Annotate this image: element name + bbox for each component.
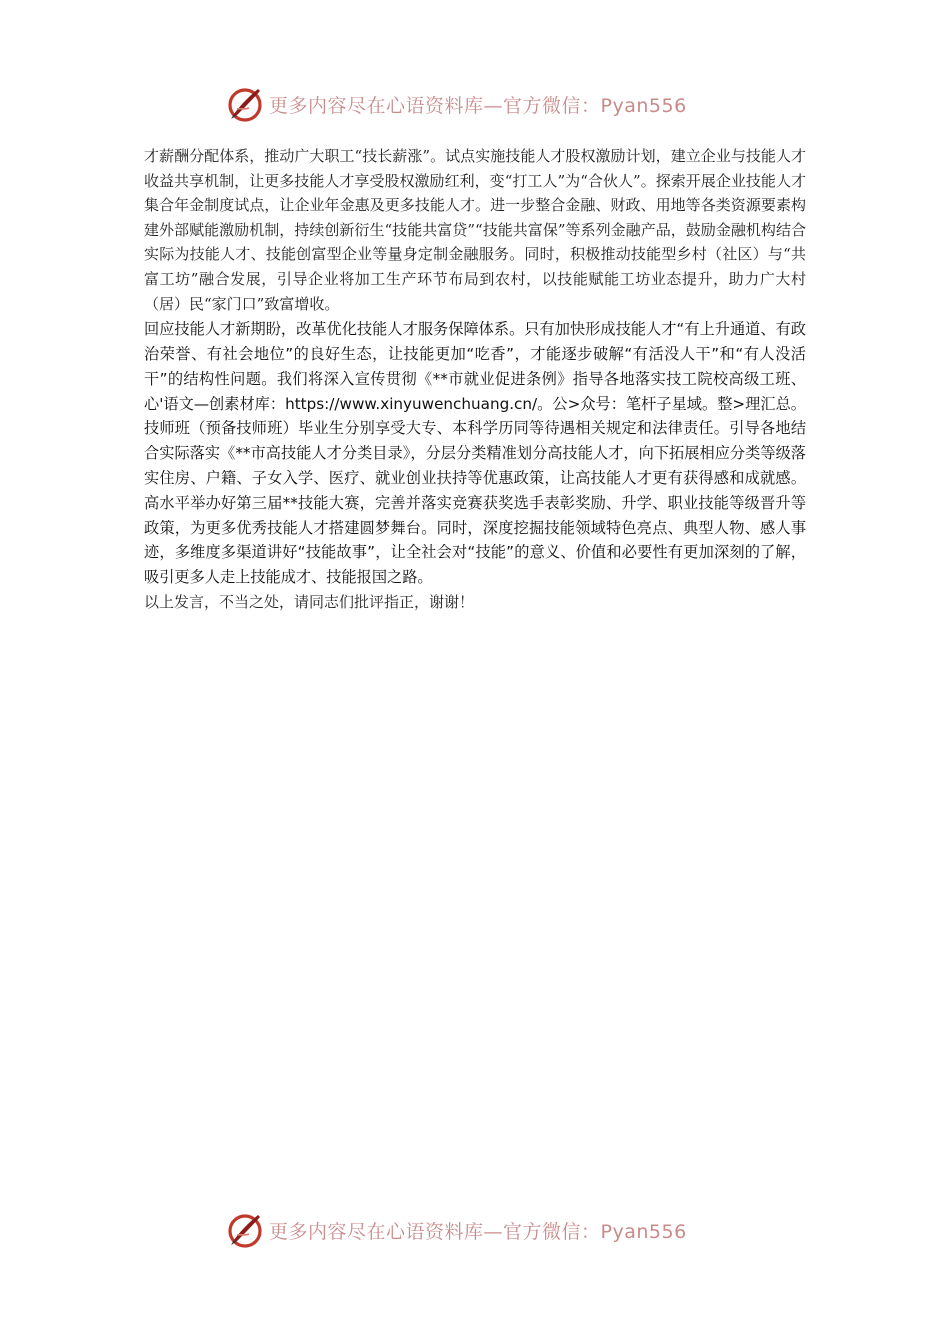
- header-banner: [225, 82, 745, 126]
- paragraph-3: 以上发言，不当之处，请同志们批评指正，谢谢！: [144, 592, 475, 611]
- banner-brand: Pyan556: [600, 1220, 687, 1243]
- footer-banner: [225, 1208, 745, 1252]
- banner-text: 更多内容尽在心语资料库—官方微信：Pyan556: [269, 94, 687, 117]
- paragraph-2: 回应技能人才新期盼，改革优化技能人才服务保障体系。只有加快形成技能人才“有上升通道、有政治荣誉、有社会地位”的良好生态，让技能更加“吃香”，才能逐步破解“有活没人干”和“有人没活干”的结构性问题。我们将深入宣传贯彻《**市就业促进条例》指导各地落实技工院校高级工班、心'语文—创素材库：https://www.xinyuwenchuang.cn/。公>众号：笔杆子星域。整>理汇总。技师班（预备技师班）毕业生分别享受大专、本科学历同等待遇相关规定和法律责任。引导各地结合实际落实《**市高技能人才分类目录》，分层分类精准划分高技能人才，向下拓展相应分类等级落实住房、户籍、子女入学、医疗、就业创业扶持等优惠政策，让高技能人才更有获得感和成就感。高水平举办好第三届**技能大赛，完善并落实竞赛获奖选手表彰奖励、升学、职业技能等级晋升等政策，为更多优秀技能人才搭建圆梦舞台。同时，深度挖掘技能领域特色亮点、典型人物、感人事迹，多维度多渠道讲好“技能故事”，让全社会对“技能”的意义、价值和必要性有更加深刻的了解，吸引更多人走上技能成才、技能报国之路。: [144, 320, 806, 587]
- document-body: [144, 144, 806, 615]
- banner-text: 更多内容尽在心语资料库—官方微信：Pyan556: [269, 1220, 687, 1243]
- pen-brush-logo-icon: [225, 1210, 265, 1250]
- pen-brush-logo-icon: [225, 84, 265, 124]
- banner-brand: Pyan556: [600, 94, 687, 117]
- paragraph-1: 才薪酬分配体系，推动广大职工“技长薪涨”。试点实施技能人才股权激励计划，建立企业与技能人才收益共享机制，让更多技能人才享受股权激励红利，变“打工人”为“合伙人”。探索开展企业技能人才集合年金制度试点，让企业年金惠及更多技能人才。进一步整合金融、财政、用地等各类资源要素构建外部赋能激励机制，持续创新衍生“技能共富贷”“技能共富保”等系列金融产品，鼓励金融机构结合实际为技能人才、技能创富型企业等量身定制金融服务。同时，积极推动技能型乡村（社区）与“共富工坊”融合发展，引导企业将加工生产环节布局到农村，以技能赋能工坊业态提升，助力广大村（居）民“家门口”致富增收。: [144, 147, 806, 313]
